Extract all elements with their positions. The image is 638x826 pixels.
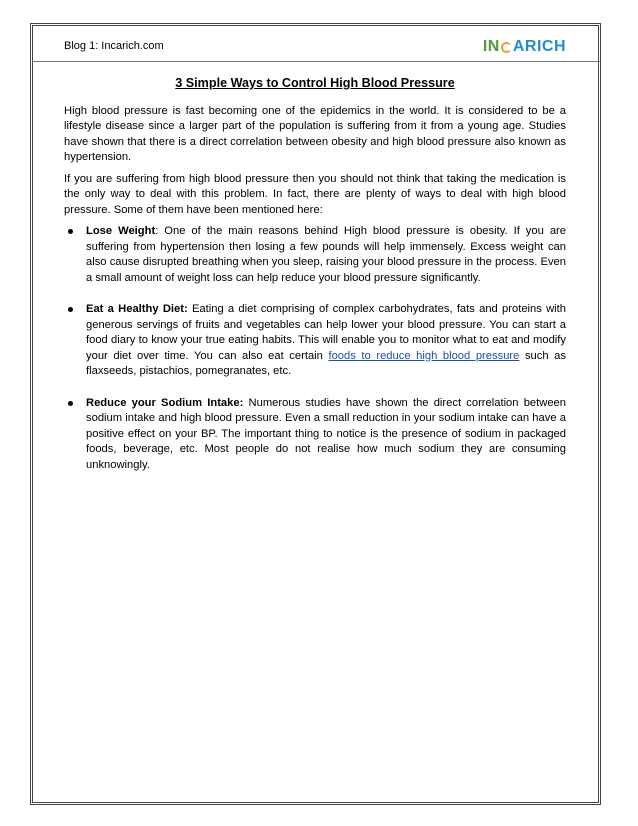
foods-link[interactable]: foods to reduce high blood pressure bbox=[328, 349, 520, 362]
bullet-icon bbox=[68, 401, 73, 406]
article-title: 3 Simple Ways to Control High Blood Pressure bbox=[175, 76, 455, 90]
bullet-text: Numerous studies have shown the direct correlation between sodium intake and high blood pressure. Even a small reduction in your sodium intake can have a positive effect on your BP. The important thing to notice is the presence of sodium in packaged foods, beverage, etc. Most people do not realise how much sodium they are consuming unknowingly. bbox=[86, 396, 566, 471]
logo-text-left: IN bbox=[482, 38, 500, 55]
list-item bbox=[64, 396, 566, 474]
logo-text-right: ARICH bbox=[512, 38, 566, 55]
incarich-logo bbox=[483, 38, 566, 56]
logo-c-icon bbox=[501, 42, 512, 53]
bullet-text: : One of the main reasons behind High blood pressure is obesity. If you are suffering from hypertension then losing a few pounds will help immensely. Excess weight can also cause disrupted breathing when you sleep, raising your blood pressure in the process. Even a small amount of weight loss can help reduce your blood pressure significantly. bbox=[86, 225, 566, 284]
intro-paragraph: High blood pressure is fast becoming one of the epidemics in the world. It is considered to be a lifestyle disease since a larger part of the population is suffering from it from a young age. Studies have shown that there is a direct correlation between obesity and high blood pressure also known as hypertension. bbox=[64, 104, 566, 163]
tips-list bbox=[64, 224, 566, 473]
header-divider bbox=[32, 61, 600, 62]
bullet-heading: Lose Weight bbox=[86, 225, 156, 237]
article-body bbox=[64, 76, 566, 489]
list-item bbox=[64, 302, 566, 380]
bullet-heading: Reduce your Sodium Intake: bbox=[86, 396, 244, 409]
page-header bbox=[64, 38, 566, 58]
bullet-text: Eating a diet comprising of complex carbohydrates, fats and proteins with generous servings of fruits and vegetables can help lower your blood pressure. You can start a food diary to know your true eating habits. This will enable you to monitor what to eat and modify your diet over time. You can also eat certain bbox=[86, 303, 566, 362]
bullet-text-after: such as flaxseeds, pistachios, pomegranates, etc. bbox=[86, 349, 566, 377]
blog-label: Blog 1: Incarich.com bbox=[64, 40, 164, 52]
bullet-heading: Eat a Healthy Diet: bbox=[86, 303, 188, 315]
bullet-icon bbox=[68, 307, 73, 312]
bullet-icon bbox=[68, 229, 73, 234]
list-item bbox=[64, 224, 566, 286]
second-paragraph: If you are suffering from high blood pressure then you should not think that taking the medication is the only way to deal with this problem. In fact, there are plenty of ways to deal with high blood pressure. Some of them have been mentioned here: bbox=[64, 172, 566, 216]
